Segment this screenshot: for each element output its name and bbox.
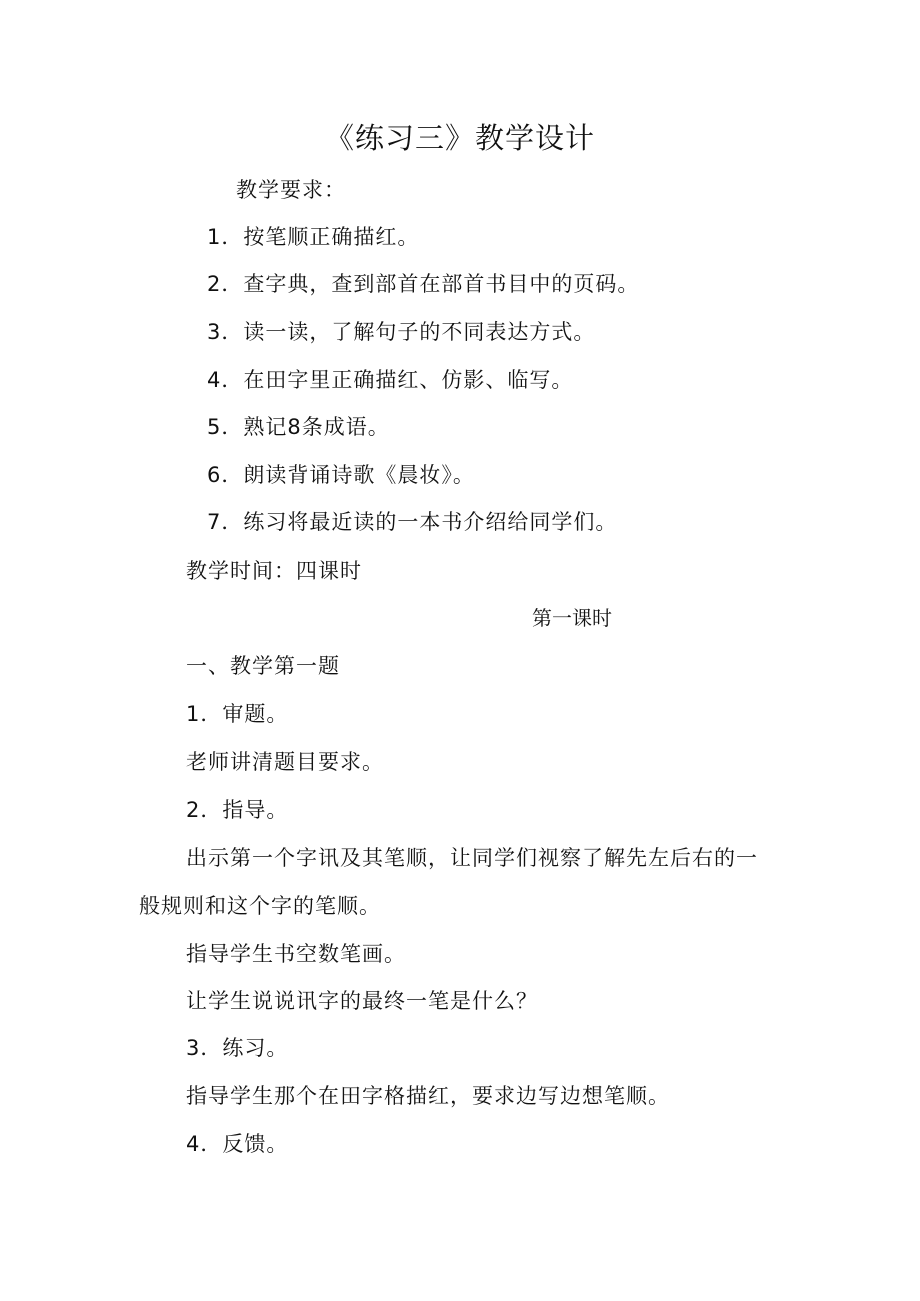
requirement-item: 2．查字典，查到部首在部首书目中的页码。 [207, 272, 640, 296]
step-text: 指导学生那个在田字格描红，要求边写边想笔顺。 [186, 1084, 670, 1108]
step-text: 让学生说说讯字的最终一笔是什么？ [186, 989, 538, 1013]
teaching-time: 教学时间：四课时 [186, 559, 362, 583]
step-heading: 2．指导。 [186, 798, 289, 822]
requirement-item: 3．读一读，了解句子的不同表达方式。 [207, 320, 596, 344]
step-text: 指导学生书空数笔画。 [186, 942, 406, 966]
paragraph-line: 出示第一个字讯及其笔顺，让同学们视察了解先左后右的一 [186, 846, 758, 870]
section-heading: 一、教学第一题 [186, 654, 340, 678]
step-text: 老师讲清题目要求。 [186, 750, 384, 774]
step-heading: 1．审题。 [186, 702, 289, 726]
requirement-item: 6．朗读背诵诗歌《晨妆》。 [207, 463, 475, 487]
paragraph-line: 般规则和这个字的笔顺。 [139, 894, 381, 918]
requirement-item: 7．练习将最近读的一本书介绍给同学们。 [207, 510, 618, 534]
requirement-item: 5．熟记8条成语。 [207, 415, 390, 439]
requirement-item: 4．在田字里正确描红、仿影、临写。 [207, 368, 574, 392]
step-heading: 3．练习。 [186, 1036, 289, 1060]
requirements-heading: 教学要求： [236, 178, 346, 202]
step-heading: 4．反馈。 [186, 1132, 289, 1156]
lesson-heading: 第一课时 [532, 606, 612, 630]
document-title: 《练习三》教学设计 [324, 121, 595, 155]
requirement-item: 1．按笔顺正确描红。 [207, 225, 420, 249]
